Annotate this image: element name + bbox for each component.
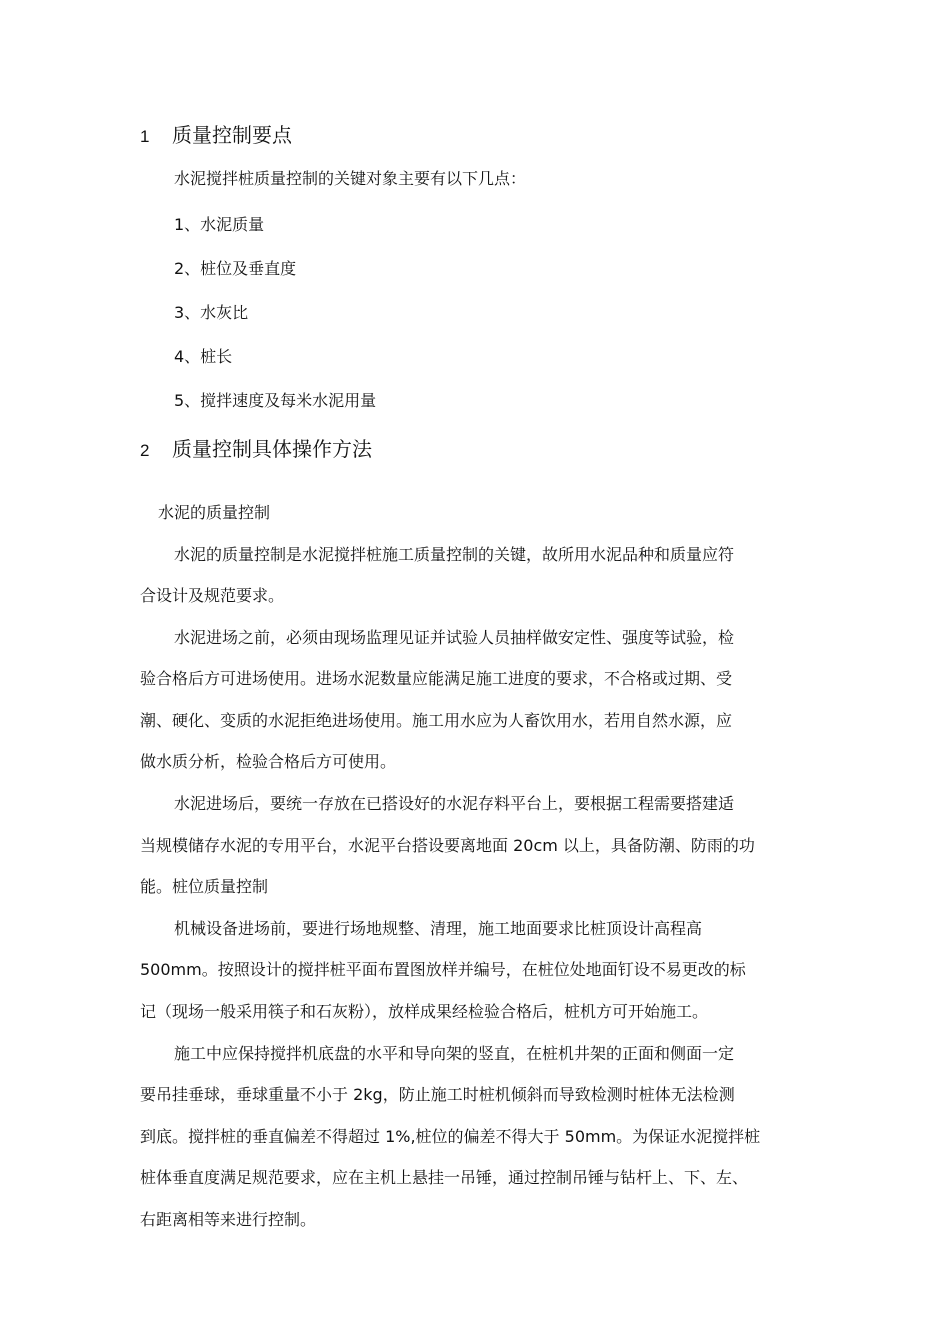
paragraph-line: 水泥进场后，要统一存放在已搭设好的水泥存料平台上，要根据工程需要搭建适 [174, 794, 735, 813]
paragraph-line: 水泥的质量控制是水泥搅拌桩施工质量控制的关键，故所用水泥品种和质量应符 [174, 545, 735, 564]
list-item: 5、搅拌速度及每米水泥用量 [174, 391, 377, 410]
paragraph-line: 机械设备进场前，要进行场地规整、清理，施工地面要求比桩顶设计高程高 [174, 919, 703, 938]
section-heading-2 [140, 435, 372, 465]
section-title: 质量控制要点 [172, 123, 292, 147]
paragraph-line: 水泥进场之前，必须由现场监理见证并试验人员抽样做安定性、强度等试验，检 [174, 628, 735, 647]
list-item: 4、桩长 [174, 347, 233, 366]
list-item: 2、桩位及垂直度 [174, 259, 297, 278]
subheading: 水泥的质量控制 [158, 503, 271, 522]
paragraph-line: 做水质分析，检验合格后方可使用。 [140, 752, 397, 771]
paragraph-line: 到底。搅拌桩的垂直偏差不得超过 1%,桩位的偏差不得大于 50mm。为保证水泥搅拌桩 [140, 1127, 761, 1146]
list-item: 1、水泥质量 [174, 215, 265, 234]
paragraph-line: 施工中应保持搅拌机底盘的水平和导向架的竖直，在桩机井架的正面和侧面一定 [174, 1044, 735, 1063]
paragraph-line: 500mm。按照设计的搅拌桩平面布置图放样并编号，在桩位处地面钉设不易更改的标 [140, 960, 746, 979]
list-item: 3、水灰比 [174, 303, 249, 322]
section-heading-1 [140, 121, 292, 151]
paragraph-line: 要吊挂垂球，垂球重量不小于 2kg，防止施工时桩机倾斜而导致检测时桩体无法检测 [140, 1085, 735, 1104]
paragraph-line: 右距离相等来进行控制。 [140, 1210, 317, 1229]
section-title: 质量控制具体操作方法 [172, 437, 372, 461]
paragraph-line: 验合格后方可进场使用。进场水泥数量应能满足施工进度的要求，不合格或过期、受 [140, 669, 733, 688]
paragraph-line: 当规模储存水泥的专用平台，水泥平台搭设要离地面 20cm 以上，具备防潮、防雨的功 [140, 836, 755, 855]
paragraph-line: 合设计及规范要求。 [140, 586, 285, 605]
paragraph-line: 桩体垂直度满足规范要求，应在主机上悬挂一吊锤，通过控制吊锤与钻杆上、下、左、 [140, 1168, 749, 1187]
paragraph-line: 潮、硬化、变质的水泥拒绝进场使用。施工用水应为人畜饮用水，若用自然水源，应 [140, 711, 733, 730]
section-number: 2 [140, 441, 150, 460]
paragraph-line: 能。桩位质量控制 [140, 877, 269, 896]
section-number: 1 [140, 127, 150, 146]
paragraph-line: 记（现场一般采用筷子和石灰粉），放样成果经检验合格后，桩机方可开始施工。 [140, 1002, 709, 1021]
intro-text: 水泥搅拌桩质量控制的关键对象主要有以下几点： [174, 169, 527, 188]
